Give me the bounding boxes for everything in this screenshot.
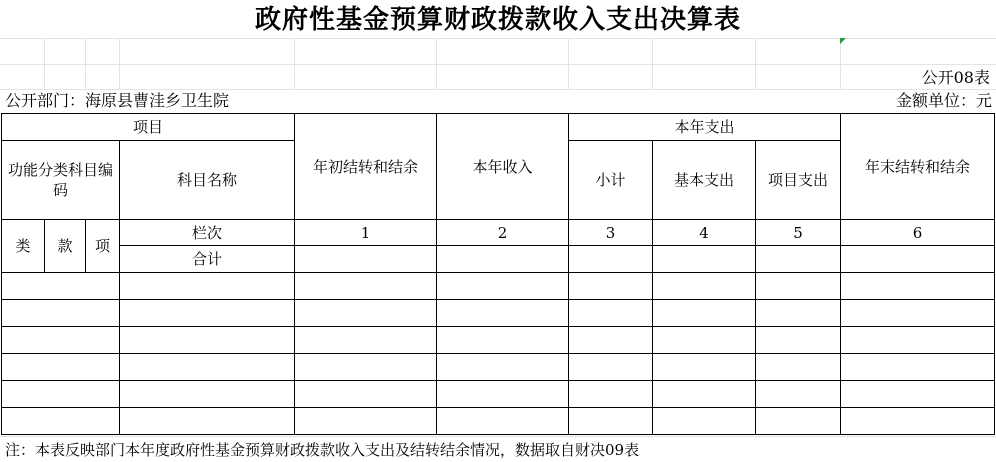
table-cell — [2, 354, 120, 381]
table-cell — [2, 273, 120, 300]
table-body — [2, 273, 995, 435]
header-lei: 类 — [2, 220, 45, 273]
table-cell — [841, 300, 995, 327]
footnote: 注：本表反映部门本年度政府性基金预算财政拨款收入支出及结转结余情况，数据取自财决09表 — [5, 441, 640, 459]
table-cell — [569, 273, 653, 300]
cell-marker-icon — [840, 38, 846, 44]
table-cell — [653, 381, 756, 408]
table-cell — [295, 408, 437, 435]
table-cell — [841, 381, 995, 408]
table-cell — [2, 300, 120, 327]
column-number: 3 — [569, 220, 653, 246]
table-cell — [653, 246, 756, 273]
header-project-expense: 项目支出 — [756, 141, 841, 220]
table-cell — [437, 300, 569, 327]
table-cell — [841, 327, 995, 354]
table-cell — [437, 381, 569, 408]
form-number: 公开08表 — [921, 68, 990, 87]
table-cell — [841, 354, 995, 381]
table-cell — [569, 408, 653, 435]
header-subtotal: 小计 — [569, 141, 653, 220]
budget-table — [1, 113, 995, 435]
header-func-code: 功能分类科目编码 — [2, 141, 120, 220]
table-cell — [120, 327, 295, 354]
table-cell — [120, 273, 295, 300]
table-cell — [569, 300, 653, 327]
table-cell — [437, 408, 569, 435]
department-label: 公开部门：海原县曹洼乡卫生院 — [5, 91, 230, 110]
table-cell — [437, 273, 569, 300]
table-cell — [653, 327, 756, 354]
table-cell — [437, 327, 569, 354]
unit-label: 金额单位：元 — [895, 91, 992, 110]
column-number: 2 — [437, 220, 569, 246]
table-cell — [295, 273, 437, 300]
row-total-label: 合计 — [120, 246, 295, 273]
table-cell — [2, 408, 120, 435]
table-cell — [756, 408, 841, 435]
table-cell — [295, 327, 437, 354]
table-cell — [756, 300, 841, 327]
table-cell — [295, 354, 437, 381]
table-cell — [569, 327, 653, 354]
header-end-balance: 年末结转和结余 — [841, 114, 995, 220]
column-number: 6 — [841, 220, 995, 246]
table-cell — [653, 408, 756, 435]
header-kuan: 款 — [45, 220, 86, 273]
table-cell — [120, 300, 295, 327]
table-cell — [756, 246, 841, 273]
header-begin-balance: 年初结转和结余 — [295, 114, 437, 220]
table-cell — [756, 327, 841, 354]
table-cell — [2, 327, 120, 354]
table-row — [2, 354, 995, 381]
page-title: 政府性基金预算财政拨款收入支出决算表 — [254, 5, 741, 35]
table-cell — [437, 354, 569, 381]
table-cell — [653, 273, 756, 300]
column-number: 5 — [756, 220, 841, 246]
table-cell — [756, 354, 841, 381]
table-row — [2, 408, 995, 435]
header-item: 项目 — [2, 114, 295, 141]
table-cell — [756, 273, 841, 300]
table-cell — [295, 246, 437, 273]
table-cell — [569, 354, 653, 381]
table-cell — [120, 381, 295, 408]
column-number: 1 — [295, 220, 437, 246]
table-cell — [841, 246, 995, 273]
row-column-index: 栏次 — [120, 220, 295, 246]
table-row — [2, 327, 995, 354]
table-cell — [841, 273, 995, 300]
header-income: 本年收入 — [437, 114, 569, 220]
column-number: 4 — [653, 220, 756, 246]
table-cell — [120, 354, 295, 381]
header-xiang: 项 — [86, 220, 120, 273]
table-row — [2, 381, 995, 408]
table-cell — [295, 300, 437, 327]
table-cell — [2, 381, 120, 408]
header-subject-name: 科目名称 — [120, 141, 295, 220]
table-cell — [653, 354, 756, 381]
table-cell — [569, 381, 653, 408]
table-cell — [437, 246, 569, 273]
table-cell — [653, 300, 756, 327]
table-cell — [756, 381, 841, 408]
table-cell — [841, 408, 995, 435]
header-expense-group: 本年支出 — [569, 114, 841, 141]
table-cell — [569, 246, 653, 273]
table-cell — [120, 408, 295, 435]
table-cell — [295, 381, 437, 408]
table-row — [2, 273, 995, 300]
header-basic-expense: 基本支出 — [653, 141, 756, 220]
table-row — [2, 300, 995, 327]
